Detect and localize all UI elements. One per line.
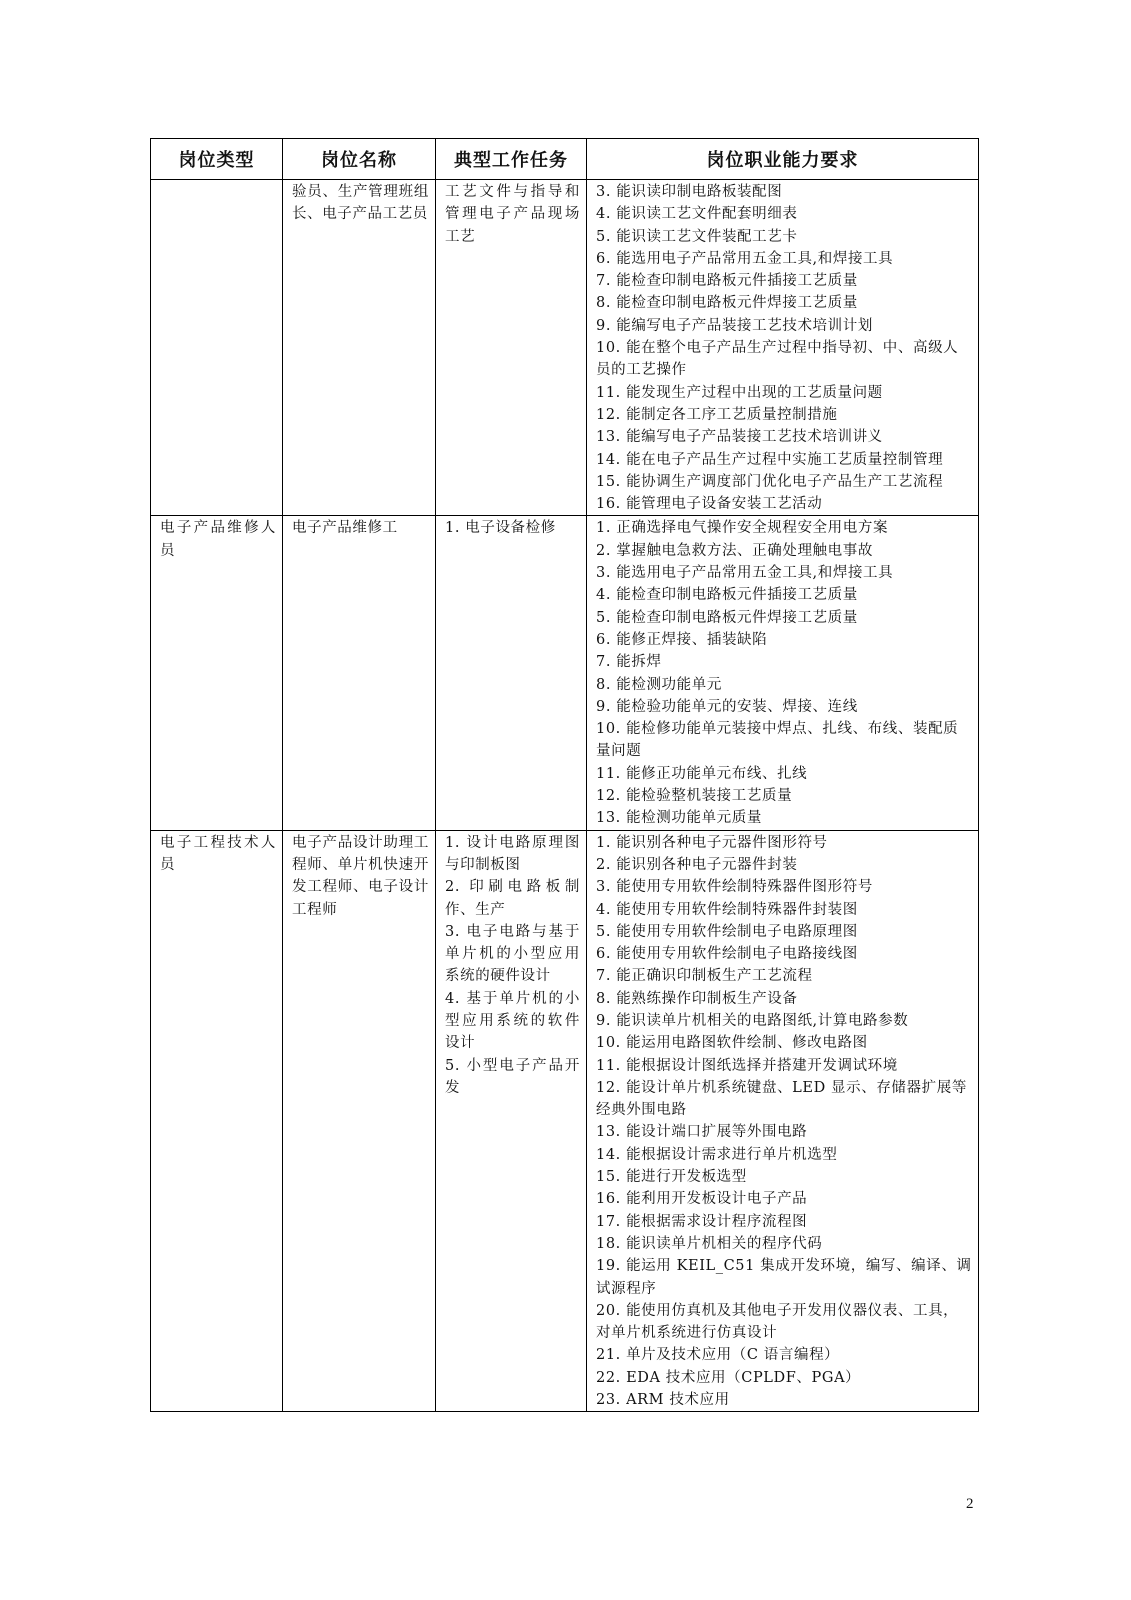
- list-item: 19. 能运用 KEIL_C51 集成开发环境，编写、编译、调试源程序: [596, 1258, 972, 1297]
- table-row: [151, 180, 979, 516]
- list-item: 2. 印刷电路板制作、生产: [445, 879, 580, 918]
- list-item: 14. 能在电子产品生产过程中实施工艺质量控制管理: [596, 451, 944, 468]
- list-item: 1. 电子设备检修: [445, 520, 556, 537]
- list-item: 14. 能根据设计需求进行单片机选型: [596, 1146, 838, 1163]
- list-item: 21. 单片及技术应用（C 语言编程）: [596, 1347, 840, 1364]
- page-number: 2: [966, 1496, 974, 1512]
- list-item: 1. 能识别各种电子元器件图形符号: [596, 834, 828, 851]
- list-item: 2. 掌握触电急救方法、正确处理触电事故: [596, 542, 873, 559]
- header-ability-requirements: 岗位职业能力要求: [587, 139, 979, 180]
- table-row: [151, 830, 979, 1412]
- cell-job-type: [151, 180, 283, 516]
- list-item: 3. 能使用专用软件绘制特殊器件图形符号: [596, 879, 873, 896]
- list-item: 5. 能使用专用软件绘制电子电路原理图: [596, 923, 858, 940]
- list-item: 工艺文件与指导和管理电子产品现场工艺: [445, 184, 580, 245]
- list-item: 12. 能检验整机装接工艺质量: [596, 788, 793, 805]
- list-item: 4. 能识读工艺文件配套明细表: [596, 206, 798, 223]
- list-item: 18. 能识读单片机相关的程序代码: [596, 1235, 823, 1252]
- list-item: 5. 能识读工艺文件装配工艺卡: [596, 228, 798, 245]
- list-item: 10. 能检修功能单元装接中焊点、扎线、布线、装配质量问题: [596, 721, 959, 760]
- list-item: 16. 能管理电子设备安装工艺活动: [596, 496, 823, 513]
- list-item: 2. 能识别各种电子元器件封装: [596, 856, 798, 873]
- list-item: 10. 能运用电路图软件绘制、修改电路图: [596, 1035, 868, 1052]
- list-item: 7. 能拆焊: [596, 654, 662, 671]
- list-item: 5. 小型电子产品开发: [445, 1057, 580, 1096]
- list-item: 7. 能正确识印制板生产工艺流程: [596, 968, 813, 985]
- list-item: 16. 能利用开发板设计电子产品: [596, 1191, 808, 1208]
- list-item: 23. ARM 技术应用: [596, 1392, 730, 1409]
- list-item: 20. 能使用仿真机及其他电子开发用仪器仪表、工具，对单片机系统进行仿真设计: [596, 1302, 959, 1342]
- list-item: 电子产品设计助理工程师、单片机快速开发工程师、电子设计工程师: [292, 834, 429, 918]
- list-item: 9. 能编写电子产品装接工艺技术培训计划: [596, 317, 873, 334]
- list-item: 5. 能检查印制电路板元件焊接工艺质量: [596, 609, 858, 626]
- header-job-type: 岗位类型: [151, 139, 283, 180]
- list-item: 15. 能协调生产调度部门优化电子产品生产工艺流程: [596, 473, 944, 490]
- list-item: 8. 能熟练操作印制板生产设备: [596, 990, 798, 1007]
- cell-ability-requirements: [587, 830, 979, 1412]
- list-item: 6. 能选用电子产品常用五金工具,和焊接工具: [596, 250, 894, 267]
- list-item: 13. 能设计端口扩展等外围电路: [596, 1124, 808, 1141]
- table-row: [151, 516, 979, 830]
- list-item: 1. 设计电路原理图与印制板图: [445, 834, 580, 873]
- list-item: 电子工程技术人员: [160, 834, 276, 873]
- header-row: [151, 139, 979, 180]
- list-item: 11. 能根据设计图纸选择并搭建开发调试环境: [596, 1057, 898, 1074]
- list-item: 7. 能检查印制电路板元件插接工艺质量: [596, 273, 858, 290]
- cell-typical-tasks: [436, 180, 587, 516]
- cell-job-type: [151, 516, 283, 830]
- list-item: 3. 电子电路与基于单片机的小型应用系统的硬件设计: [445, 923, 580, 985]
- job-requirements-table: [150, 138, 979, 1412]
- cell-typical-tasks: [436, 830, 587, 1412]
- list-item: 1. 正确选择电气操作安全规程安全用电方案: [596, 520, 889, 537]
- cell-job-type: [151, 830, 283, 1412]
- list-item: 10. 能在整个电子产品生产过程中指导初、中、高级人员的工艺操作: [596, 340, 959, 379]
- list-item: 15. 能进行开发板选型: [596, 1169, 747, 1186]
- list-item: 电子产品维修人员: [160, 520, 276, 559]
- list-item: 13. 能检测功能单元质量: [596, 810, 762, 827]
- list-item: 12. 能制定各工序工艺质量控制措施: [596, 406, 838, 423]
- list-item: 3. 能识读印制电路板装配图: [596, 184, 783, 200]
- list-item: 22. EDA 技术应用（CPLDF、PGA）: [596, 1369, 861, 1386]
- cell-job-name: [283, 830, 436, 1412]
- cell-job-name: [283, 516, 436, 830]
- list-item: 验员、生产管理班组长、电子产品工艺员: [292, 184, 429, 223]
- header-typical-tasks: 典型工作任务: [436, 139, 587, 180]
- header-job-name: 岗位名称: [283, 139, 436, 180]
- list-item: 11. 能修正功能单元布线、扎线: [596, 765, 808, 782]
- list-item: 13. 能编写电子产品装接工艺技术培训讲义: [596, 429, 883, 446]
- list-item: 8. 能检查印制电路板元件焊接工艺质量: [596, 295, 858, 312]
- list-item: 6. 能使用专用软件绘制电子电路接线图: [596, 946, 858, 963]
- cell-ability-requirements: [587, 180, 979, 516]
- list-item: 4. 能检查印制电路板元件插接工艺质量: [596, 587, 858, 604]
- list-item: 3. 能选用电子产品常用五金工具,和焊接工具: [596, 565, 894, 582]
- list-item: 6. 能修正焊接、插装缺陷: [596, 631, 768, 648]
- cell-job-name: [283, 180, 436, 516]
- list-item: 9. 能识读单片机相关的电路图纸,计算电路参数: [596, 1012, 909, 1029]
- list-item: 4. 基于单片机的小型应用系统的软件设计: [445, 990, 580, 1052]
- list-item: 12. 能设计单片机系统键盘、LED 显示、存储器扩展等经典外围电路: [596, 1079, 967, 1119]
- list-item: 11. 能发现生产过程中出现的工艺质量问题: [596, 384, 883, 401]
- list-item: 电子产品维修工: [292, 520, 398, 537]
- cell-ability-requirements: [587, 516, 979, 830]
- list-item: 8. 能检测功能单元: [596, 676, 722, 693]
- cell-typical-tasks: [436, 516, 587, 830]
- list-item: 4. 能使用专用软件绘制特殊器件封装图: [596, 901, 858, 918]
- list-item: 17. 能根据需求设计程序流程图: [596, 1213, 808, 1230]
- list-item: 9. 能检验功能单元的安装、焊接、连线: [596, 698, 858, 715]
